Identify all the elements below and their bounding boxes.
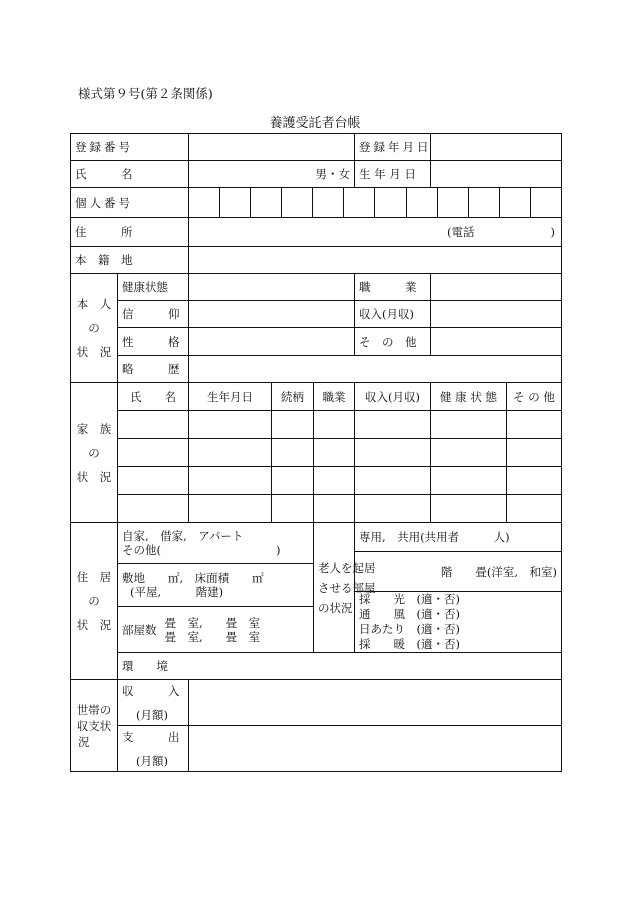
room-conditions-cell[interactable] xyxy=(355,592,562,653)
name-label xyxy=(71,161,189,188)
family-cell[interactable] xyxy=(118,411,189,439)
room-use-cell[interactable] xyxy=(355,523,562,552)
family-section-label xyxy=(71,383,118,523)
elder-room-line: の状況 xyxy=(318,600,353,615)
character-label: 性 格 xyxy=(118,328,189,356)
section-label-line: 状 況 xyxy=(76,469,112,484)
elder-room-line: させる部屋 xyxy=(318,580,376,595)
section-label-line: 収支状 xyxy=(76,718,112,733)
elder-room-label xyxy=(314,523,376,653)
wind-condition: 通 風 (適・否) xyxy=(359,607,460,621)
address-field[interactable] xyxy=(189,218,562,247)
family-header-job: 職業 xyxy=(314,383,355,411)
phone-close: ) xyxy=(550,225,555,239)
room-tatami: 階 畳(洋室, 和室) xyxy=(440,564,557,579)
family-cell[interactable] xyxy=(431,411,507,439)
family-cell[interactable] xyxy=(355,439,431,467)
phone-label: (電話 xyxy=(447,225,475,239)
family-header-income: 収入(月収) xyxy=(355,383,431,411)
table-row xyxy=(71,439,562,467)
family-header-health: 健 康 状 態 xyxy=(431,383,507,411)
job-label: 職 業 xyxy=(355,274,431,301)
section-label-line: 況 xyxy=(78,734,90,749)
environment-cell[interactable] xyxy=(118,653,562,680)
reg-date-label: 登録年月日 xyxy=(355,134,431,161)
character-field[interactable] xyxy=(189,328,355,356)
history-label: 略 歴 xyxy=(118,356,189,383)
family-cell[interactable] xyxy=(272,495,314,523)
family-cell[interactable] xyxy=(507,439,562,467)
section-label-line: 状 況 xyxy=(76,345,112,359)
family-cell[interactable] xyxy=(507,411,562,439)
domicile-label: 本 籍 地 xyxy=(71,247,189,274)
table-row xyxy=(71,411,562,439)
family-header-birth: 生年月日 xyxy=(189,383,272,411)
family-cell[interactable] xyxy=(355,467,431,495)
family-cell[interactable] xyxy=(314,495,355,523)
digit-box[interactable] xyxy=(188,188,219,217)
sun-condition: 日あたり (適・否) xyxy=(359,622,460,636)
belief-field[interactable] xyxy=(189,301,355,328)
reg-no-label: 登録番号 xyxy=(71,134,189,161)
family-cell[interactable] xyxy=(189,439,272,467)
family-cell[interactable] xyxy=(314,467,355,495)
digit-box[interactable] xyxy=(468,188,499,217)
table-row xyxy=(71,495,562,523)
site-line1: 敷地 ㎡, 床面積 ㎡ xyxy=(122,571,264,586)
section-label-line: の xyxy=(88,594,100,608)
digit-box[interactable] xyxy=(530,188,561,217)
section-label-line: の xyxy=(88,321,100,335)
family-cell[interactable] xyxy=(189,495,272,523)
finance-expense-label: 支 出 xyxy=(122,729,180,744)
reg-date-field[interactable] xyxy=(431,134,562,161)
name-label-text: 氏 名 xyxy=(75,167,133,181)
family-cell[interactable] xyxy=(272,439,314,467)
digit-box[interactable] xyxy=(250,188,281,217)
domicile-field[interactable] xyxy=(189,247,562,274)
family-cell[interactable] xyxy=(118,467,189,495)
rooms-label: 部屋数 xyxy=(122,622,157,637)
digit-box[interactable] xyxy=(406,188,437,217)
section-label-line: 住 居 xyxy=(76,570,112,584)
elder-room-line: 老人を起居 xyxy=(318,560,376,575)
rooms-line2: 畳 室, 畳 室 xyxy=(164,629,261,644)
environment-label: 環 境 xyxy=(122,659,168,673)
family-cell[interactable] xyxy=(355,495,431,523)
family-cell[interactable] xyxy=(118,439,189,467)
digit-box[interactable] xyxy=(312,188,343,217)
finance-income-field[interactable] xyxy=(189,680,562,726)
family-cell[interactable] xyxy=(189,411,272,439)
family-header-relation: 続柄 xyxy=(272,383,314,411)
housing-type-line2: その他( ) xyxy=(122,543,281,557)
birth-label: 生 年 月 日 xyxy=(355,161,431,188)
registry-form xyxy=(70,133,562,772)
family-cell[interactable] xyxy=(507,495,562,523)
family-cell[interactable] xyxy=(118,495,189,523)
family-cell[interactable] xyxy=(431,467,507,495)
digit-box[interactable] xyxy=(499,188,530,217)
income-label: 収入(月収) xyxy=(355,301,431,328)
other-label: そ の 他 xyxy=(355,328,431,356)
digit-box[interactable] xyxy=(343,188,374,217)
income-field[interactable] xyxy=(431,301,562,328)
housing-type-line1: 自家, 借家, アパート xyxy=(122,529,244,543)
digit-box[interactable] xyxy=(281,188,312,217)
finance-income-label: 収 入 xyxy=(122,683,180,698)
site-line2: (平屋, 階建) xyxy=(130,585,224,600)
rooms-cell[interactable] xyxy=(118,607,314,653)
room-use: 専用, 共用(共用者 人) xyxy=(359,530,510,544)
finance-expense-unit: (月額) xyxy=(136,753,168,768)
finance-section-label xyxy=(71,680,118,772)
section-label-line: 世帯の xyxy=(76,702,112,717)
family-cell[interactable] xyxy=(272,467,314,495)
health-label: 健康状態 xyxy=(118,274,189,301)
expense-month-label xyxy=(118,726,189,772)
gender-option[interactable]: 男・女 xyxy=(315,167,350,181)
job-field[interactable] xyxy=(431,274,562,301)
family-cell[interactable] xyxy=(272,411,314,439)
table-row xyxy=(71,467,562,495)
personal-no-boxes[interactable] xyxy=(189,188,562,218)
belief-label: 信 仰 xyxy=(118,301,189,328)
reg-no-field[interactable] xyxy=(189,134,355,161)
section-label-line: 本 人 xyxy=(76,297,112,311)
family-header-name: 氏 名 xyxy=(118,383,189,411)
rooms-line1: 畳 室, 畳 室 xyxy=(164,615,261,630)
family-cell[interactable] xyxy=(314,439,355,467)
family-cell[interactable] xyxy=(431,495,507,523)
housing-section-label xyxy=(71,523,118,680)
finance-expense-field[interactable] xyxy=(189,726,562,772)
room-tatami-cell[interactable] xyxy=(355,552,562,592)
family-cell[interactable] xyxy=(189,467,272,495)
digit-box[interactable] xyxy=(219,188,250,217)
name-field[interactable] xyxy=(189,161,355,188)
digit-box[interactable] xyxy=(374,188,405,217)
site-cell[interactable] xyxy=(118,564,314,607)
section-label-line: 家 族 xyxy=(76,421,112,436)
family-header-other: そ の 他 xyxy=(507,383,562,411)
family-cell[interactable] xyxy=(355,411,431,439)
personal-no-label: 個人番号 xyxy=(71,188,189,218)
section-label-line: 状 況 xyxy=(76,618,112,632)
family-cell[interactable] xyxy=(314,411,355,439)
health-field[interactable] xyxy=(189,274,355,301)
family-cell[interactable] xyxy=(431,439,507,467)
other-field[interactable] xyxy=(431,328,562,356)
housing-type-cell[interactable] xyxy=(118,523,314,564)
section-label-line: の xyxy=(88,445,100,460)
digit-box[interactable] xyxy=(437,188,468,217)
family-cell[interactable] xyxy=(507,467,562,495)
history-field[interactable] xyxy=(189,356,562,383)
finance-income-unit: (月額) xyxy=(136,707,168,722)
light-condition: 採 光 (適・否) xyxy=(359,592,460,606)
income-month-label xyxy=(118,680,189,726)
document-title: 養護受託者台帳 xyxy=(269,116,361,131)
personal-section-label xyxy=(71,274,118,383)
address-label: 住 所 xyxy=(71,218,189,247)
birth-field[interactable] xyxy=(431,161,562,188)
heat-condition: 採 暖 (適・否) xyxy=(359,637,460,651)
form-number: 様式第９号(第２条関係) xyxy=(78,86,213,101)
